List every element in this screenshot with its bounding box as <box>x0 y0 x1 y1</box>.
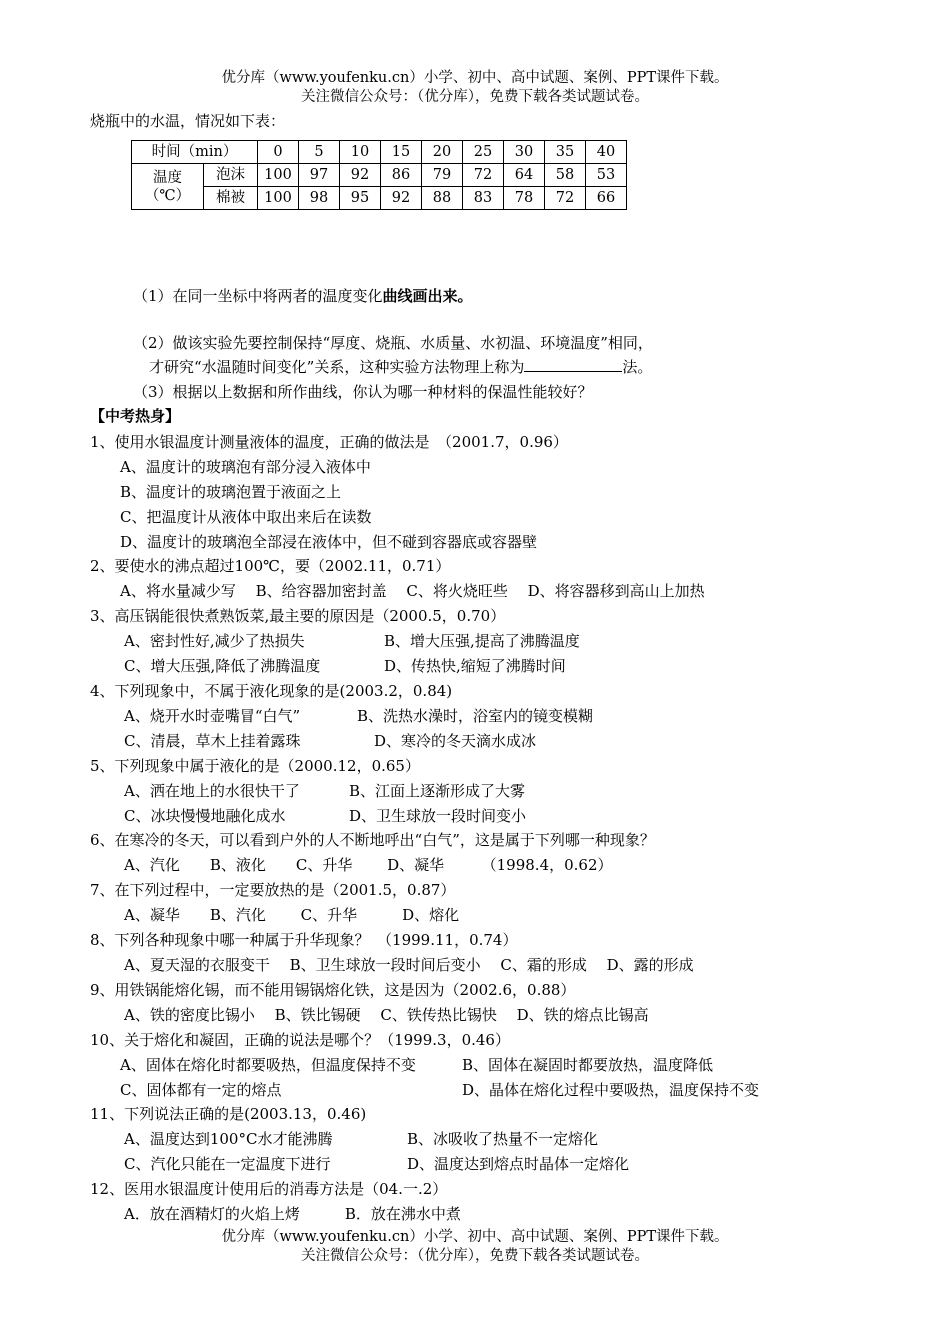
time-cell: 10 <box>340 141 381 164</box>
water-temperature-table <box>131 140 627 210</box>
material-name-cell: 泡沫 <box>204 164 258 187</box>
question-2-options: A、将水量减少写 B、给容器加密封盖 C、将火烧旺些 D、将容器移到高山上加热 <box>120 582 705 600</box>
question-3-option-b: B、增大压强,提高了沸腾温度 <box>384 632 580 650</box>
temperature-unit-label: （℃） <box>144 187 191 204</box>
time-cell: 40 <box>586 141 627 164</box>
sub-question-1 <box>133 286 473 306</box>
question-11: 11、下列说法正确的是(2003.13，0.46) <box>90 1105 367 1123</box>
header-line-1: 优分库（www.youfenku.cn）小学、初中、高中试题、案例、PPT课件下载。 <box>221 70 729 86</box>
question-12-options: A．放在酒精灯的火焰上烤 B．放在沸水中煮 <box>124 1205 461 1223</box>
question-11-option-a: A、温度达到100°C水才能沸腾 <box>124 1130 333 1148</box>
question-11-option-d: D、温度达到熔点时晶体一定熔化 <box>407 1155 630 1173</box>
sub-question-1-emphasis: 曲线画出来。 <box>382 287 473 305</box>
question-3: 3、高压锅能很快煮熟饭菜,最主要的原因是（2000.5，0.70） <box>90 607 506 625</box>
question-1: 1、使用水银温度计测量液体的温度，正确的做法是 （2001.7，0.96） <box>90 433 568 451</box>
question-1-option-d: D、温度计的玻璃泡全部浸在液体中，但不碰到容器底或容器壁 <box>120 533 538 551</box>
question-10-option-a: A、固体在熔化时都要吸热，但温度保持不变 <box>120 1056 416 1074</box>
question-10-option-d: D、晶体在熔化过程中要吸热，温度保持不变 <box>462 1081 760 1099</box>
table-cell: 97 <box>299 164 340 187</box>
question-11-option-c: C、汽化只能在一定温度下进行 <box>124 1155 331 1173</box>
table-cell: 100 <box>258 187 299 210</box>
time-cell: 25 <box>463 141 504 164</box>
question-10: 10、关于熔化和凝固，正确的说法是哪个？（1999.3，0.46） <box>90 1031 510 1049</box>
question-5-option-a: A、洒在地上的水很快干了 <box>124 782 300 800</box>
intro-text: 烧瓶中的水温，情况如下表： <box>90 112 286 130</box>
time-cell: 35 <box>545 141 586 164</box>
time-cell: 30 <box>504 141 545 164</box>
question-6-options: A、汽化 B、液化 C、升华 D、凝华 （1998.4，0.62） <box>124 856 613 874</box>
table-cell: 53 <box>586 164 627 187</box>
question-9: 9、用铁锅能熔化锡，而不能用锡锅熔化铁，这是因为（2002.6，0.88） <box>90 981 576 999</box>
header-line-2: 关注微信公众号：（优分库），免费下载各类试题试卷。 <box>301 89 649 105</box>
table-cell: 86 <box>381 164 422 187</box>
sub-question-2-text: 才研究“水温随时间变化”关系，这种实验方法物理上称为 <box>149 358 525 376</box>
question-11-option-b: B、冰吸收了热量不一定熔化 <box>407 1130 599 1148</box>
time-header-cell: 时间（min） <box>132 141 258 164</box>
question-8-options: A、夏天湿的衣服变干 B、卫生球放一段时间后变小 C、霜的形成 D、露的形成 <box>124 956 694 974</box>
question-3-option-a: A、密封性好,减少了热损失 <box>124 632 305 650</box>
question-5: 5、下列现象中属于液化的是（2000.12，0.65） <box>90 757 420 775</box>
table-cell: 79 <box>422 164 463 187</box>
question-5-option-b: B、江面上逐渐形成了大雾 <box>349 782 526 800</box>
table-cell: 78 <box>504 187 545 210</box>
sub-question-2-suffix: 法。 <box>622 358 653 376</box>
question-4-option-c: C、清晨，草木上挂着露珠 <box>124 732 301 750</box>
time-cell: 5 <box>299 141 340 164</box>
table-cell: 88 <box>422 187 463 210</box>
question-7: 7、在下列过程中，一定要放热的是（2001.5，0.87） <box>90 881 456 899</box>
footer-line-2: 关注微信公众号：（优分库），免费下载各类试题试卷。 <box>301 1248 649 1264</box>
question-2: 2、要使水的沸点超过100℃，要（2002.11，0.71） <box>90 557 451 575</box>
section-title: 【中考热身】 <box>90 407 181 425</box>
question-4: 4、下列现象中，不属于液化现象的是(2003.2，0.84) <box>90 682 453 700</box>
question-1-option-a: A、温度计的玻璃泡有部分浸入液体中 <box>120 458 371 476</box>
question-4-option-d: D、寒冷的冬天滴水成冰 <box>374 732 537 750</box>
question-10-option-b: B、固体在凝固时都要放热，温度降低 <box>462 1056 714 1074</box>
table-cell: 83 <box>463 187 504 210</box>
sub-question-1-text: （1）在同一坐标中将两者的温度变化 <box>133 287 383 305</box>
sub-question-2-line-2 <box>149 357 652 377</box>
question-1-option-c: C、把温度计从液体中取出来后在读数 <box>120 508 372 526</box>
answer-blank[interactable] <box>524 357 622 372</box>
table-cell: 92 <box>340 164 381 187</box>
time-cell: 15 <box>381 141 422 164</box>
question-12: 12、医用水银温度计使用后的消毒方法是（04.一.2） <box>90 1180 448 1198</box>
question-6: 6、在寒冷的冬天，可以看到户外的人不断地呼出“白气”，这是属于下列哪一种现象？ <box>90 831 655 849</box>
time-cell: 20 <box>422 141 463 164</box>
table-cell: 100 <box>258 164 299 187</box>
question-10-option-c: C、固体都有一定的熔点 <box>120 1081 282 1099</box>
question-9-options: A、铁的密度比锡小 B、铁比锡硬 C、铁传热比锡快 D、铁的熔点比锡高 <box>124 1006 649 1024</box>
material-name-cell: 棉被 <box>204 187 258 210</box>
footer-line-1: 优分库（www.youfenku.cn）小学、初中、高中试题、案例、PPT课件下载。 <box>221 1229 729 1245</box>
question-4-option-b: B、洗热水澡时，浴室内的镜变模糊 <box>357 707 594 725</box>
question-3-option-d: D、传热快,缩短了沸腾时间 <box>384 657 566 675</box>
question-7-options: A、凝华 B、汽化 C、升华 D、熔化 <box>124 906 460 924</box>
table-cell: 58 <box>545 164 586 187</box>
table-row <box>132 164 627 187</box>
question-3-option-c: C、增大压强,降低了沸腾温度 <box>124 657 321 675</box>
sub-question-2-line-1: （2）做该实验先要控制保持“厚度、烧瓶、水质量、水初温、环境温度”相同， <box>133 334 653 352</box>
table-cell: 72 <box>463 164 504 187</box>
sub-question-3: （3）根据以上数据和所作曲线，你认为哪一种材料的保温性能较好？ <box>133 383 593 401</box>
table-cell: 66 <box>586 187 627 210</box>
table-cell: 64 <box>504 164 545 187</box>
question-4-option-a: A、烧开水时壶嘴冒“白气” <box>124 707 301 725</box>
table-header-row <box>132 141 627 164</box>
temperature-label: 温度 <box>153 169 182 186</box>
table-cell: 98 <box>299 187 340 210</box>
table-cell: 92 <box>381 187 422 210</box>
table-cell: 72 <box>545 187 586 210</box>
temperature-label-cell <box>132 164 204 210</box>
question-5-option-d: D、卫生球放一段时间变小 <box>349 807 527 825</box>
table-row <box>132 187 627 210</box>
time-cell: 0 <box>258 141 299 164</box>
question-5-option-c: C、冰块慢慢地融化成水 <box>124 807 286 825</box>
question-1-option-b: B、温度计的玻璃泡置于液面之上 <box>120 483 342 501</box>
question-8: 8、下列各种现象中哪一种属于升华现象？ （1999.11，0.74） <box>90 931 518 949</box>
table-cell: 95 <box>340 187 381 210</box>
